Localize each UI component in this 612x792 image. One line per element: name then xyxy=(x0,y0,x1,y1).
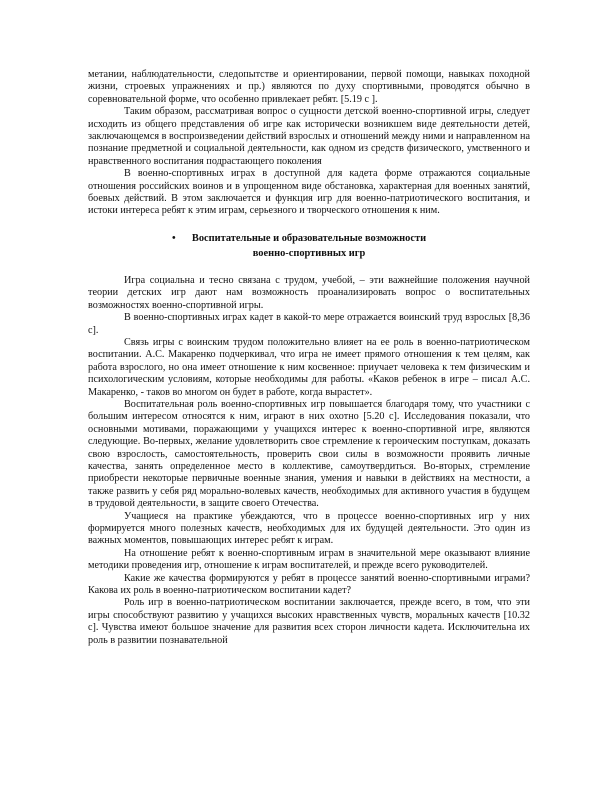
section-heading-line-2: военно-спортивных игр xyxy=(252,247,366,259)
section-heading-line-1: Воспитательные и образовательные возможности xyxy=(191,232,427,244)
paragraph: Какие же качества формируются у ребят в процессе занятий военно-спортивными играми? Какова их роль в военно-патриотическом воспитании кадет? xyxy=(88,572,530,597)
paragraph: В военно-спортивных играх кадет в какой-то мере отражается воинский труд взрослых [8,36 с]. xyxy=(88,312,530,336)
document-body xyxy=(88,69,530,647)
paragraph: Воспитательная роль военно-спортивных игр повышается благодаря тому, что участники с большим интересом относятся к ним, играют в них охотно [5.20 с]. Исследования показали, что основными мотивами, поражающими у учащихся интерес к военно-спортивной игре, являются следующие. Во-первых, желание удовлетворить свое стремление к героическим поступкам, доказать свою взрослость, самостоятельность, проверить свои силы в возможности проявить личные качества, занять определенное место в коллективе, самоутвердиться. Во-вторых, стремление приобрести некоторые первичные военные знания, умения и навыки в действиях на местности, а также развить у себя ряд морально-волевых качеств, необходимых для активного участия в будущем в трудовой деятельности, в защите своего Отечества. xyxy=(88,398,530,510)
paragraph: На отношение ребят к военно-спортивным играм в значительной мере оказывают влияние методики проведения игр, отношение к играм воспитателей, и прежде всего руководителей. xyxy=(88,547,530,572)
section-heading xyxy=(88,231,530,261)
paragraph: Игра социальна и тесно связана с трудом, учебой, – эти важнейшие положения научной теории детских игр дают нам возможность проанализировать вопрос о воспитательных возможностях военно-спортивной игры. xyxy=(88,274,530,311)
bullet-icon: • xyxy=(172,232,176,244)
paragraph: Роль игр в военно-патриотическом воспитании заключается, прежде всего, в том, что эти игры способствуют развитию у учащихся высоких нравственных чувств, моральных качеств [10.32 с]. Чувства имеют большое значение для развития всех сторон личности кадета. Исключительна их роль в развитии познавательной xyxy=(88,597,530,646)
paragraph: Связь игры с воинским трудом положительно влияет на ее роль в военно-патриотическом воспитании. А.С. Макаренко подчеркивал, что игра не имеет прямого отношения к тем целям, как работа взрослого, но она имеет отношение к ним косвенное: приучает человека к тем физическим и психологическим условиям, которые необходимы для работы. «Каков ребенок в игре – писал А.С. Макаренко, - таков во многом он будет в работе, когда вырастет». xyxy=(88,336,530,398)
paragraph: В военно-спортивных играх в доступной для кадета форме отражаются социальные отношения российских воинов и в упрощенном виде обстановка, характерная для военных занятий, боевых действий. В этом заключается и функция игр для военно-патриотического воспитания, и истоки интереса ребят к этим играм, серьезного и творческого отношения к ним. xyxy=(88,168,530,217)
paragraph: Таким образом, рассматривая вопрос о сущности детской военно-спортивной игры, следует исходить из общего представления об игре как исторически возникшем виде деятельности детей, заключающемся в воспроизведении действий взрослых и отношений между ними и направленном на познание предметной и социальной деятельности, как одном из средств физического, умственного и нравственного воспитания подрастающего поколения xyxy=(88,106,530,167)
paragraph: Учащиеся на практике убеждаются, что в процессе военно-спортивных игр у них формируется много полезных качеств, необходимых для их будущей деятельности. Это один из важных моментов, повышающих интерес ребят к играм. xyxy=(88,510,530,547)
paragraph: метании, наблюдательности, следопытстве и ориентировании, первой помощи, навыках походной жизни, строевых упражнениях и пр.) являются по духу спортивными, проводятся обычно в соревновательной форме, что особенно привлекает ребят. [5.19 с ]. xyxy=(88,69,530,105)
